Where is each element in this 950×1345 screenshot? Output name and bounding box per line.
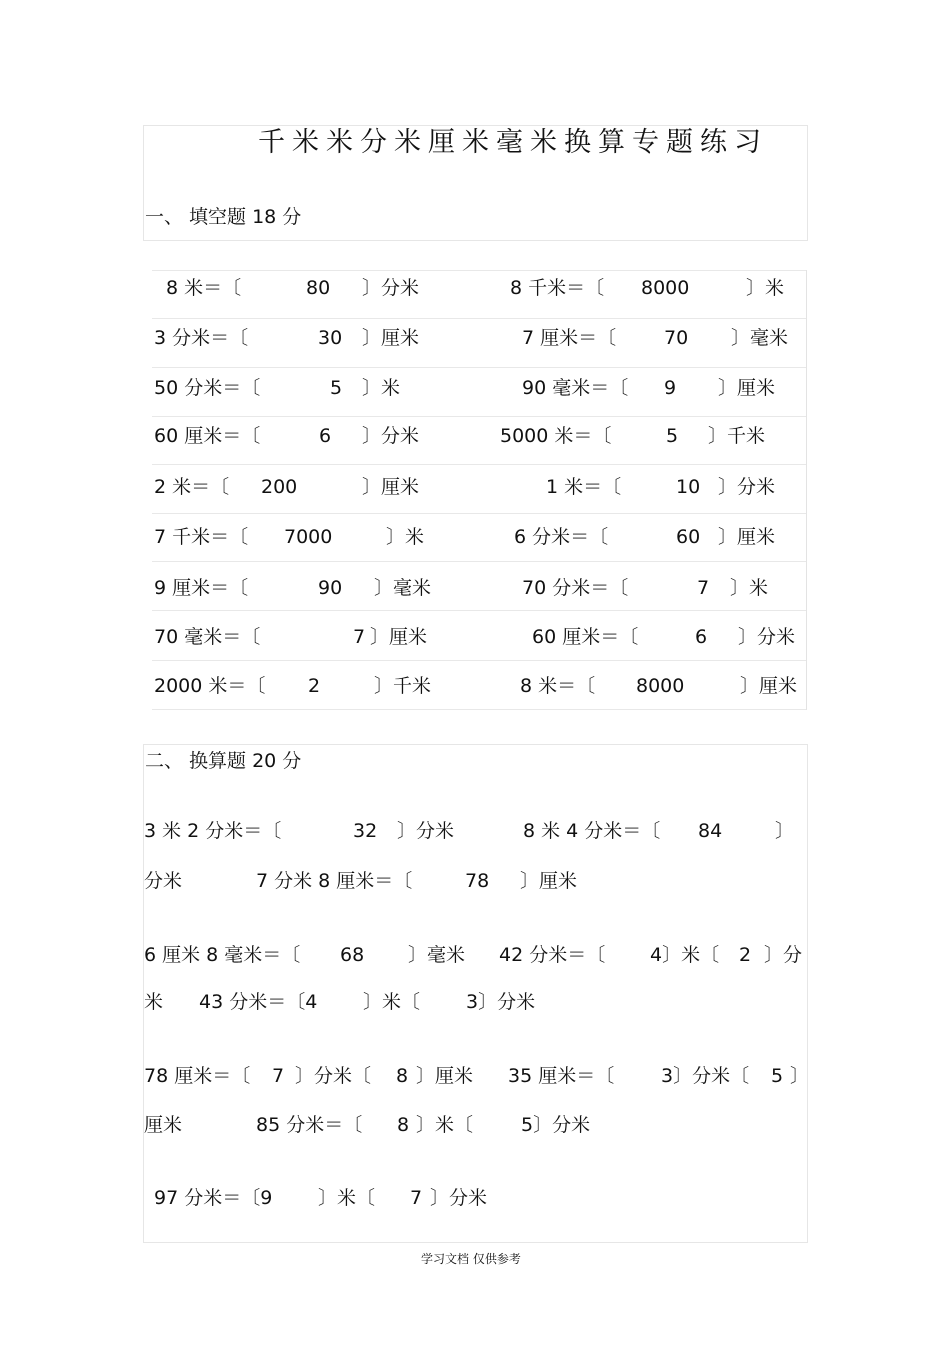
question-text: 7 厘米＝〔 — [522, 327, 617, 349]
row-separator — [152, 513, 806, 514]
answer-value: 6 — [695, 626, 708, 648]
footer-note: 学习文档 仅供参考 — [421, 1252, 521, 1266]
unit-text: 〕米 — [746, 277, 785, 299]
question-text: 90 毫米＝〔 — [522, 377, 629, 399]
answer-value: 200 — [261, 476, 298, 498]
unit-text: 〕 — [790, 1065, 810, 1087]
unit-text: 〕厘米 — [362, 476, 420, 498]
unit-text: 〕厘米 — [718, 526, 776, 548]
unit-text: 〕厘米 — [362, 327, 420, 349]
answer-value: 78 — [465, 870, 490, 892]
question-text: 60 厘米＝〔 — [154, 425, 261, 447]
row-separator — [152, 709, 806, 710]
question-text: 8 米＝〔 — [166, 277, 242, 299]
fill-right-border — [806, 270, 807, 710]
unit-text: 〕厘米 — [520, 870, 578, 892]
answer-value: 2 — [308, 675, 321, 697]
question-text: 3 分米＝〔 — [154, 327, 249, 349]
unit-text: 〕分米 — [362, 425, 420, 447]
unit-text: 〕分米 — [738, 626, 796, 648]
answer-value: 10 — [676, 476, 701, 498]
unit-text: 〕毫米 — [408, 944, 466, 966]
question-text: 70 分米＝〔 — [522, 577, 629, 599]
answer-value: 5 — [330, 377, 343, 399]
unit-text: 〕千米 — [374, 675, 432, 697]
unit-text: 分米 — [144, 870, 183, 892]
question-text: 78 厘米＝〔 — [144, 1065, 251, 1087]
answer-value: 84 — [698, 820, 723, 842]
unit-text: 〕厘米 — [718, 377, 776, 399]
row-separator — [152, 660, 806, 661]
row-separator — [152, 367, 806, 368]
answer-value: 5 — [666, 425, 679, 447]
answer-value: 8 — [396, 1065, 409, 1087]
question-text: 43 分米＝〔4 — [199, 991, 318, 1013]
question-text: 35 厘米＝〔 — [508, 1065, 615, 1087]
question-text: 60 厘米＝〔 — [532, 626, 639, 648]
question-text: 6 厘米 8 毫米＝〔 — [144, 944, 301, 966]
unit-text: 〕米 — [386, 526, 425, 548]
unit-text: 〕千米 — [708, 425, 766, 447]
unit-text: 〕米〔 — [363, 991, 421, 1013]
row-separator — [152, 610, 806, 611]
question-text: 8 米＝〔 — [520, 675, 596, 697]
unit-text: 厘米 — [144, 1114, 183, 1136]
row-separator — [152, 270, 806, 271]
question-text: 6 分米＝〔 — [514, 526, 609, 548]
unit-text: 〕米 — [730, 577, 769, 599]
unit-text: 〕分米〔 — [295, 1065, 372, 1087]
question-text: 3 米 2 分米＝〔 — [144, 820, 282, 842]
answer-value: 2 — [739, 944, 752, 966]
unit-text: 〕毫米 — [731, 327, 789, 349]
question-text: 8 米 4 分米＝〔 — [523, 820, 661, 842]
answer-value: 68 — [340, 944, 365, 966]
answer-value: 32 — [353, 820, 378, 842]
unit-text: 〕分米 — [397, 820, 455, 842]
unit-text: 〕厘米 — [740, 675, 798, 697]
question-text: 2000 米＝〔 — [154, 675, 266, 697]
question-text: 1 米＝〔 — [546, 476, 622, 498]
unit-text: 〕毫米 — [374, 577, 432, 599]
unit-text: 〕分 — [764, 944, 803, 966]
unit-text: 〕 — [775, 820, 795, 842]
answer-value: 90 — [318, 577, 343, 599]
unit-text: 〕分米 — [718, 476, 776, 498]
answer-value: 7000 — [284, 526, 333, 548]
answer-value: 8 — [397, 1114, 410, 1136]
answer-value: 7 — [410, 1187, 423, 1209]
answer-value: 8000 — [636, 675, 685, 697]
question-text: 5000 米＝〔 — [500, 425, 612, 447]
unit-text: 〕米〔 — [318, 1187, 376, 1209]
question-text: 50 分米＝〔 — [154, 377, 261, 399]
question-text: 7 分米 8 厘米＝〔 — [256, 870, 413, 892]
answer-value: 4〕米〔 — [650, 944, 720, 966]
question-text: 70 毫米＝〔 — [154, 626, 261, 648]
question-text: 9 厘米＝〔 — [154, 577, 249, 599]
unit-text: 〕分米 — [362, 277, 420, 299]
answer-value: 60 — [676, 526, 701, 548]
unit-text: 〕厘米 — [370, 626, 428, 648]
answer-value: 9 — [664, 377, 677, 399]
answer-value: 7 — [353, 626, 366, 648]
row-separator — [152, 416, 806, 417]
answer-value: 3〕分米 — [466, 991, 536, 1013]
answer-value: 5〕分米 — [521, 1114, 591, 1136]
answer-value: 30 — [318, 327, 343, 349]
unit-text: 〕米〔 — [416, 1114, 474, 1136]
unit-text: 〕分米 — [430, 1187, 488, 1209]
answer-value: 8000 — [641, 277, 690, 299]
question-text: 7 千米＝〔 — [154, 526, 249, 548]
unit-text: 米 — [144, 991, 164, 1013]
question-text: 97 分米＝〔9 — [154, 1187, 273, 1209]
answer-value: 5 — [771, 1065, 784, 1087]
unit-text: 〕厘米 — [416, 1065, 474, 1087]
answer-value: 7 — [272, 1065, 285, 1087]
answer-value: 6 — [319, 425, 332, 447]
row-separator — [152, 464, 806, 465]
question-text: 8 千米＝〔 — [510, 277, 605, 299]
question-text: 85 分米＝〔 — [256, 1114, 363, 1136]
answer-value: 80 — [306, 277, 331, 299]
section2-heading: 二、 换算题 20 分 — [145, 750, 302, 772]
row-separator — [152, 561, 806, 562]
section1-heading: 一、 填空题 18 分 — [145, 206, 302, 228]
answer-value: 7 — [697, 577, 710, 599]
answer-value: 3〕分米〔 — [661, 1065, 750, 1087]
question-text: 42 分米＝〔 — [499, 944, 606, 966]
unit-text: 〕米 — [362, 377, 401, 399]
question-text: 2 米＝〔 — [154, 476, 230, 498]
page-title: 千米米分米厘米毫米换算专题练习 — [258, 127, 768, 158]
row-separator — [152, 318, 806, 319]
answer-value: 70 — [664, 327, 689, 349]
